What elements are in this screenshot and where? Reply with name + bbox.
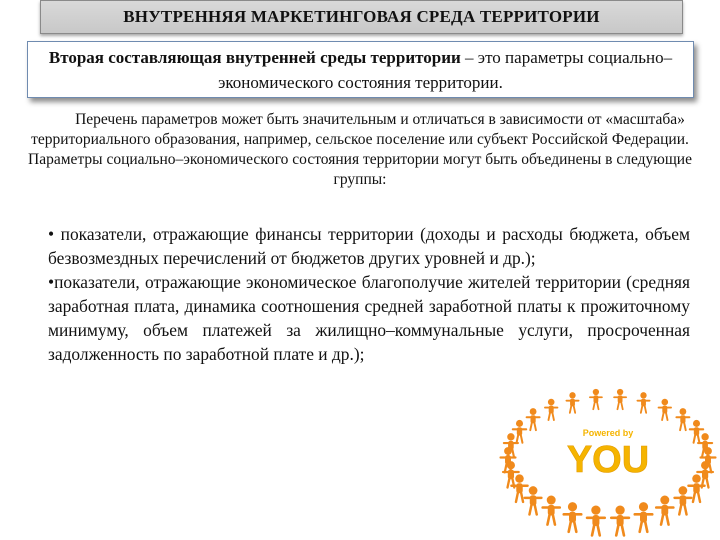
intro-paragraph-1: Перечень параметров может быть значительным и отличаться в зависимости от «масштаба» территориального образования, например, сельское поселение или субъект Российской Федерации.	[31, 111, 689, 148]
bullet-item: •показатели, отражающие экономическое благополучие жителей территории (средняя заработная плата, динамика соотношения средней заработной платы к прожиточному минимуму, объем платежей за жилищно–коммунальные услуги, просроченная задолженность по заработной плате и др.);	[48, 272, 690, 364]
people-circle-logo	[490, 372, 720, 540]
logo-big-text: YOU	[566, 439, 650, 481]
person-figure	[543, 496, 560, 525]
intro-text	[10, 110, 710, 190]
person-figure	[611, 505, 629, 535]
person-figure	[656, 496, 673, 525]
person-figure	[564, 502, 581, 532]
person-figure	[566, 392, 578, 413]
definition-box	[27, 41, 694, 98]
person-figure	[690, 420, 703, 443]
intro-paragraph-2: Параметры социально–экономического состояния территории могут быть объединены в следующие группы:	[28, 151, 692, 188]
person-figure	[676, 408, 689, 430]
person-figure	[614, 389, 626, 409]
person-figure	[525, 486, 542, 514]
person-figure	[659, 399, 671, 420]
person-figure	[513, 420, 526, 443]
slide-title-text: ВНУТРЕННЯЯ МАРКЕТИНГОВАЯ СРЕДА ТЕРРИТОРИИ	[123, 7, 600, 26]
person-figure	[637, 392, 649, 413]
person-figure	[545, 399, 557, 420]
person-figure	[635, 502, 652, 532]
definition-bold: Вторая составляющая внутренней среды территории	[48, 48, 461, 67]
person-figure	[590, 389, 602, 409]
bullet-list	[48, 222, 690, 366]
person-figure	[587, 505, 605, 535]
definition-rest: – это параметры социально–экономического состояния территории.	[218, 48, 673, 92]
person-figure	[675, 486, 692, 514]
bullet-item: • показатели, отражающие финансы территории (доходы и расходы бюджета, объем безвозмездных перечислений от бюджетов других уровней и др.);	[48, 224, 690, 268]
logo-small-text: Powered by	[582, 428, 634, 438]
slide-title	[40, 0, 683, 34]
person-figure	[527, 408, 540, 430]
